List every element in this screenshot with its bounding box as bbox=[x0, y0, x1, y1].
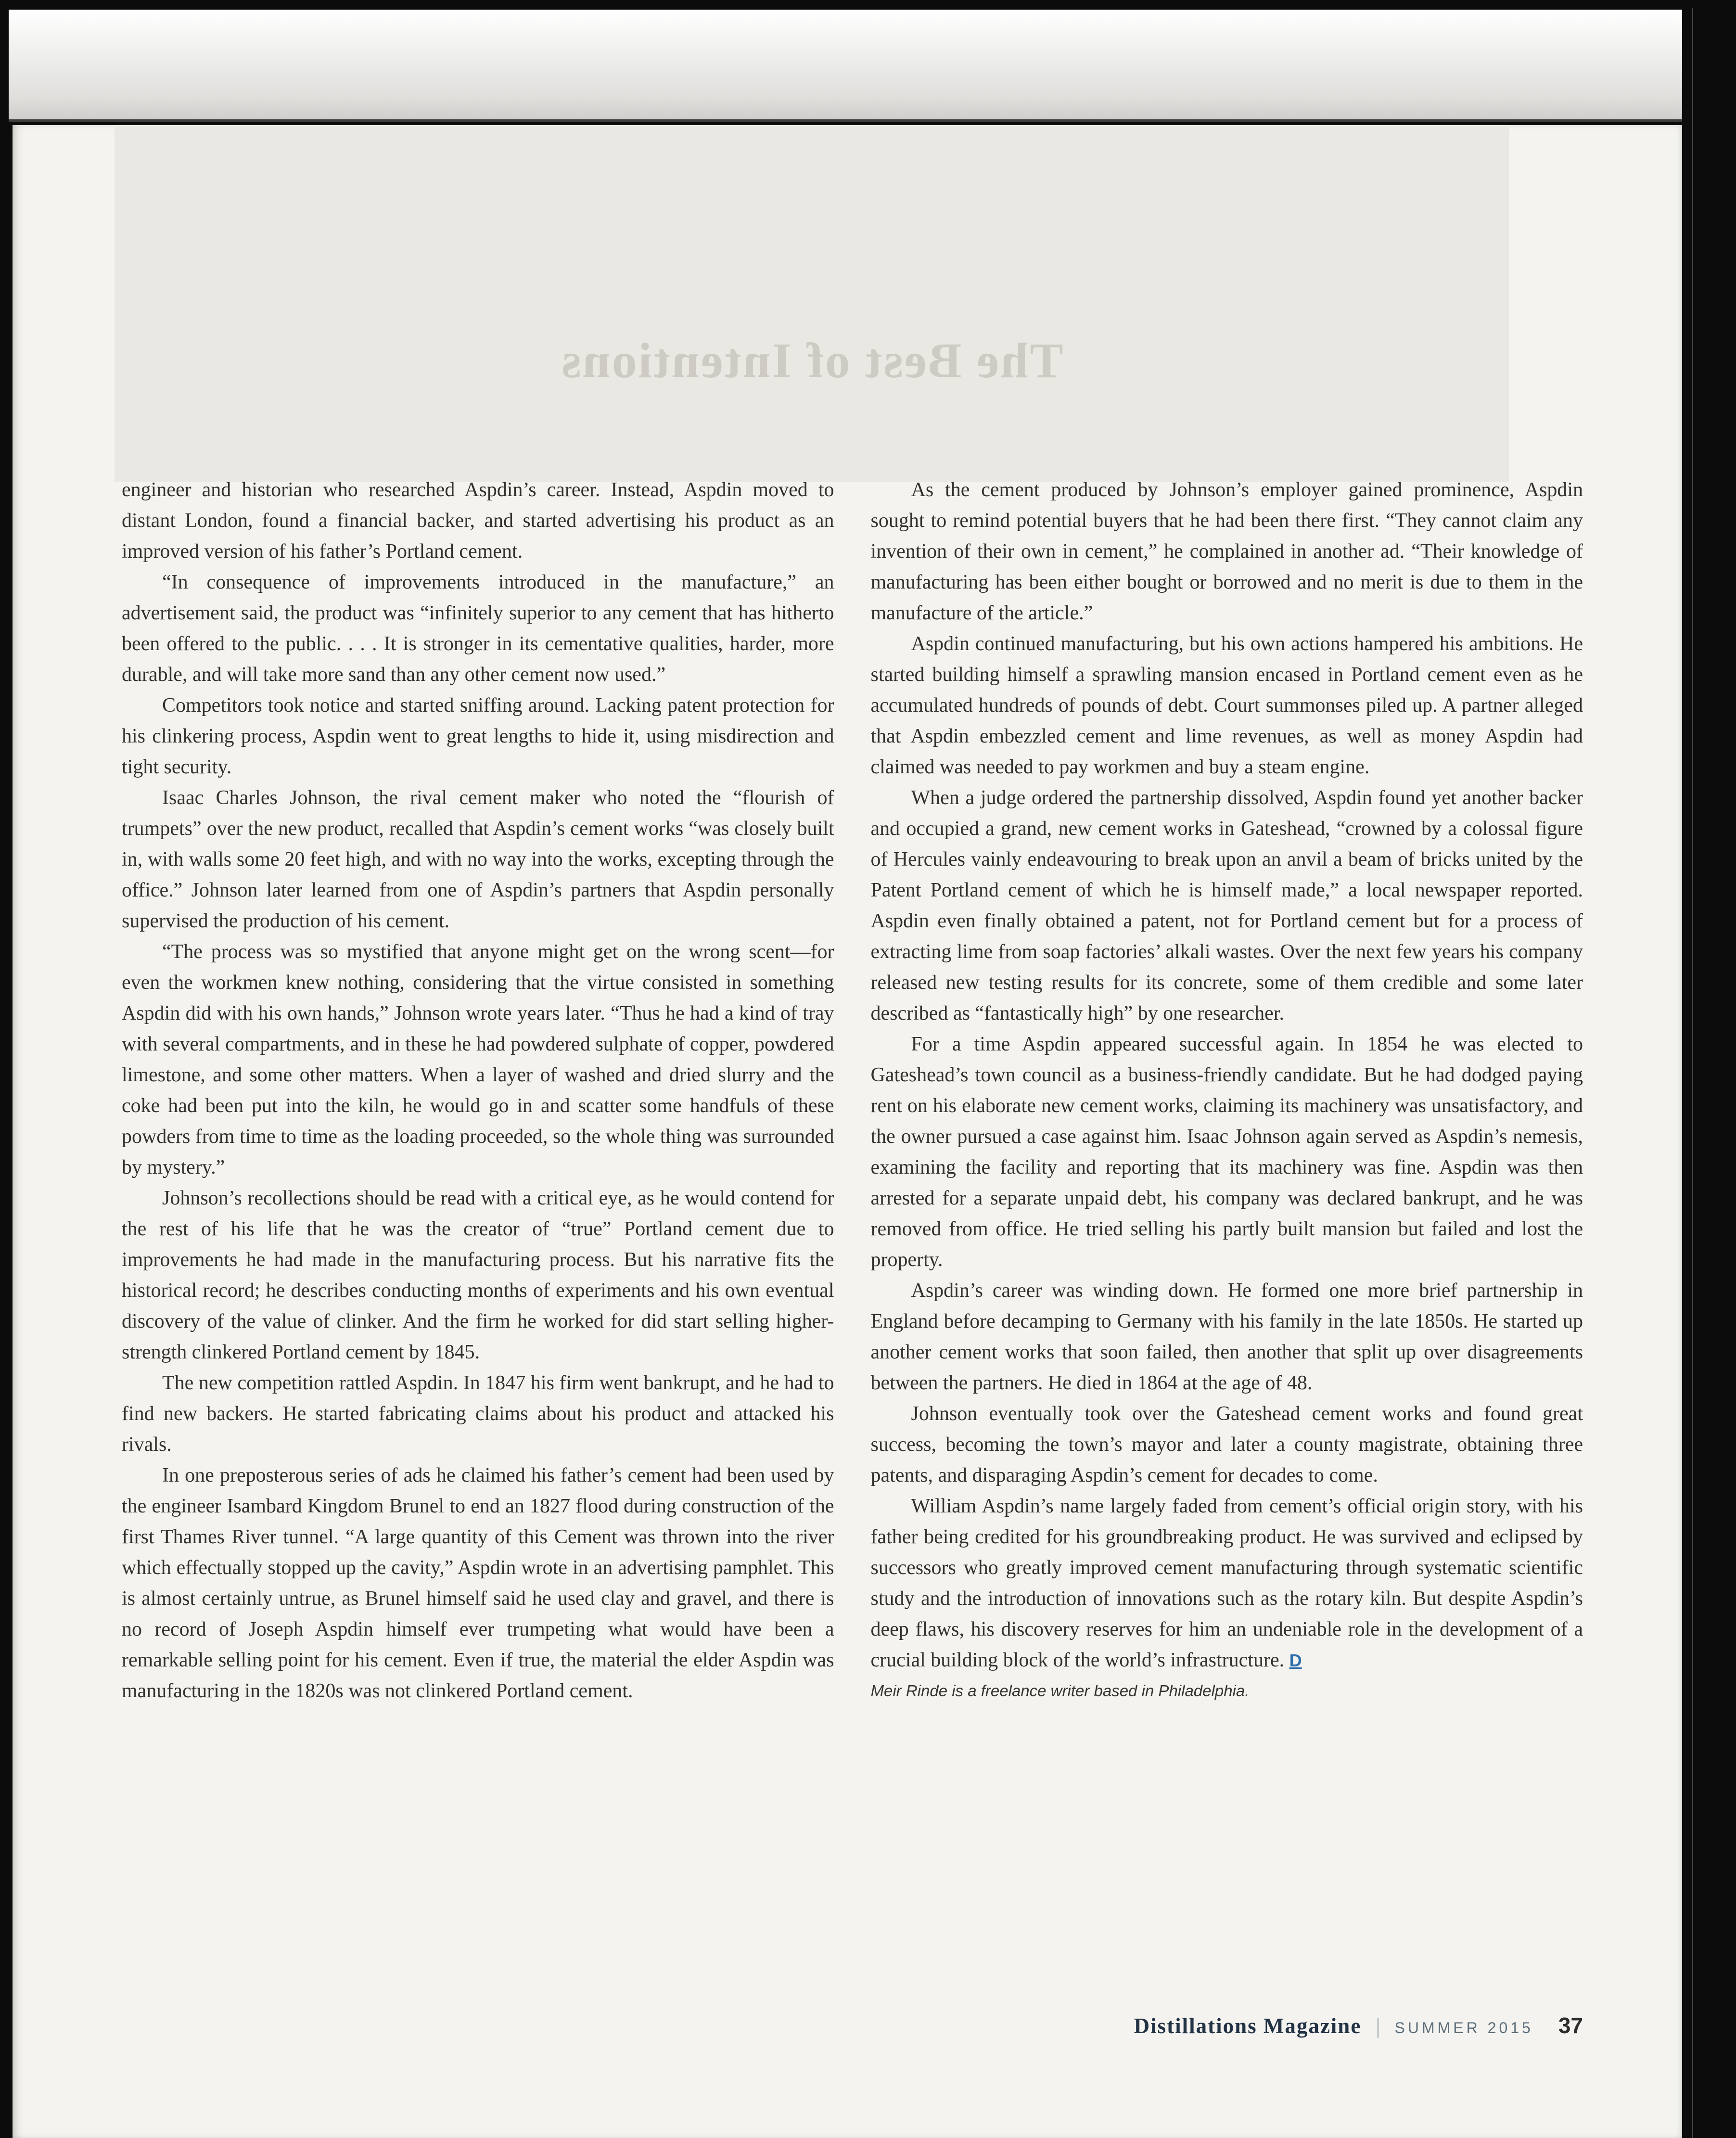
reverse-page-showthrough bbox=[115, 125, 1509, 482]
paragraph: Competitors took notice and started sniffing around. Lacking patent protection for his clinkering process, Aspdin went to great lengths to hide it, using misdirection and tight security. bbox=[122, 694, 834, 778]
paragraph: Aspdin continued manufacturing, but his own actions hampered his ambitions. He started building himself a sprawling mansion encased in Portland cement even as he accumulated hundreds of pounds of debt. Court summonses piled up. A partner alleged that Aspdin embezzled cement and lime revenues, as well as money Aspdin had claimed was needed to pay workmen and buy a steam engine. bbox=[870, 633, 1583, 778]
paragraph: For a time Aspdin appeared successful again. In 1854 he was elected to Gateshead’s town council as a business-friendly candidate. But he had dodged paying rent on his elaborate new cement works, claiming its machinery was unsatisfactory, and the owner pursued a case against him. Isaac Johnson again served as Aspdin’s nemesis, examining the facility and reporting that its machinery was fine. Aspdin was then arrested for a separate unpaid debt, his company was declared bankrupt, and he was removed from office. He tried selling his partly built mansion but failed and lost the property. bbox=[870, 1033, 1583, 1271]
paragraph: Johnson eventually took over the Gateshead cement works and found great success, becoming the town’s mayor and later a county magistrate, obtaining three patents, and disparaging Aspdin’s cement for decades to come. bbox=[870, 1403, 1583, 1486]
paragraph: Isaac Charles Johnson, the rival cement maker who noted the “flourish of trumpets” over the new product, recalled that Aspdin’s cement works “was closely built in, with walls some 20 feet high, and with no way into the works, excepting through the office.” Johnson later learned from one of Aspdin’s partners that Aspdin personally supervised the production of his cement. bbox=[122, 787, 834, 932]
page-right-edge-line bbox=[1692, 8, 1693, 2138]
magazine-name: Distillations Magazine bbox=[1134, 2014, 1362, 2038]
page-footer bbox=[1134, 2012, 1583, 2038]
issue-label: SUMMER 2015 bbox=[1394, 2019, 1533, 2036]
paragraph: The new competition rattled Aspdin. In 1847 his firm went bankrupt, and he had to find new backers. He started fabricating claims about his product and attacked his rivals. bbox=[122, 1372, 834, 1456]
paragraph: Johnson’s recollections should be read with a critical eye, as he would contend for the rest of his life that he was the creator of “true” Portland cement due to improvements he had made in the manufacturing process. But his narrative fits the historical record; he describes conducting months of experiments and his own eventual discovery of the value of clinker. And the firm he worked for did start selling higher-strength clinkered Portland cement by 1845. bbox=[122, 1187, 834, 1363]
paragraph: Aspdin’s career was winding down. He formed one more brief partnership in England before decamping to Germany with his family in the late 1850s. He started up another cement works that soon failed, then another that split up over disagreements between the partners. He died in 1864 at the age of 48. bbox=[870, 1280, 1583, 1394]
paragraph: engineer and historian who researched Aspdin’s career. Instead, Aspdin moved to distant London, found a financial backer, and started advertising his product as an improved version of his father’s Portland cement. bbox=[122, 479, 834, 563]
magazine-page bbox=[13, 125, 1682, 2138]
paragraph: “The process was so mystified that anyone might get on the wrong scent—for even the workmen knew nothing, considering that the virtue consisted in something Aspdin did with his own hands,” Johnson wrote years later. “Thus he had a kind of tray with several compartments, and in these he had powdered sulphate of copper, powdered limestone, and some other matters. When a layer of washed and dried slurry and the coke had been put into the kiln, he would go in and scatter some handfuls of these powders from time to time as the loading proceeded, so the whole thing was surrounded by mystery.” bbox=[122, 941, 834, 1178]
left-column bbox=[122, 474, 834, 1706]
right-column bbox=[871, 474, 1583, 1706]
paragraph: William Aspdin’s name largely faded from cement’s official origin story, with his father being credited for his groundbreaking product. He was survived and eclipsed by successors who greatly improved cement manufacturing through systematic scientific study and the introduction of innovations such as the rotary kiln. But despite Aspdin’s deep flaws, his discovery reserves for him an undeniable role in the development of a crucial building block of the world’s infrastructure. D bbox=[870, 1495, 1583, 1671]
article-body bbox=[122, 474, 1583, 1706]
paragraph: “In consequence of improvements introduced in the manufacture,” an advertisement said, the product was “infinitely superior to any cement that has hitherto been offered to the public. . . . It is stronger in its cementative qualities, harder, more durable, and will take more sand than any other cement now used.” bbox=[122, 571, 834, 686]
page-top-edge bbox=[9, 10, 1682, 122]
footer-divider: | bbox=[1376, 2013, 1380, 2038]
paragraph: In one preposterous series of ads he claimed his father’s cement had been used by the engineer Isambard Kingdom Brunel to end an 1827 flood during construction of the first Thames River tunnel. “A large quantity of this Cement was thrown into the river which effectually stopped up the cavity,” Aspdin wrote in an advertising pamphlet. This is almost certainly untrue, as Brunel himself said he used clay and gravel, and there is no record of Joseph Aspdin himself ever trumpeting what would have been a remarkable selling point for his cement. Even if true, the material the elder Aspdin was manufacturing in the 1820s was not clinkered Portland cement. bbox=[122, 1464, 834, 1702]
paragraph: As the cement produced by Johnson’s employer gained prominence, Aspdin sought to remind potential buyers that he had been there first. “They cannot claim any invention of their own in cement,” he complained in another ad. “Their knowledge of manufacturing has been either bought or borrowed and no merit is due to them in the manufacture of the article.” bbox=[870, 479, 1583, 624]
end-of-article-mark: D bbox=[1289, 1651, 1302, 1670]
page-number: 37 bbox=[1558, 2013, 1583, 2038]
author-note: Meir Rinde is a freelance writer based in Philadelphia. bbox=[870, 1682, 1250, 1700]
paragraph: When a judge ordered the partnership dissolved, Aspdin found yet another backer and occupied a grand, new cement works in Gateshead, “crowned by a colossal figure of Hercules vainly endeavouring to break upon an anvil a beam of bricks united by the Patent Portland cement of which he is himself made,” a local newspaper reported. Aspdin even finally obtained a patent, not for Portland cement but for a process of extracting lime from soap factories’ alkali wastes. Over the next few years his company released new testing results for its concrete, some of them credible and some later described as “fantastically high” by one researcher. bbox=[870, 787, 1583, 1024]
showthrough-title: The Best of Intentions bbox=[560, 333, 1063, 388]
right-column-paragraphs bbox=[871, 474, 1583, 1676]
